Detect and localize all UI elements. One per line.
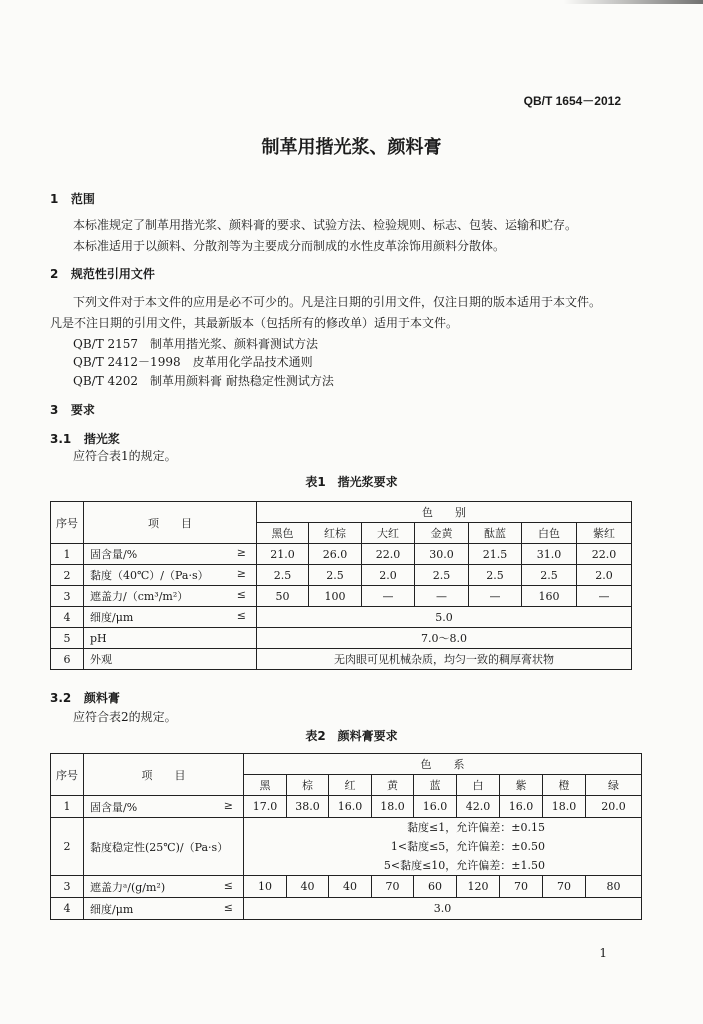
row-item: pH [84,628,257,649]
header-color: 棕 [287,775,329,796]
row-value: 16.0 [329,796,372,818]
refs-intro-line-1: 下列文件对于本文件的应用是必不可少的。凡是注日期的引用文件，仅注日期的版本适用于本文件。 [73,295,602,309]
row-value: 2.5 [257,565,309,586]
reference-item: QB/T 4202 制革用颜料膏 耐热稳定性测试方法 [73,374,334,388]
row-value-merged: 无肉眼可见机械杂质，均匀一致的稠厚膏状物 [257,649,632,670]
row-value: 2.5 [309,565,362,586]
header-color: 黑色 [257,523,309,544]
row-value-merged: 7.0～8.0 [257,628,632,649]
row-value-merged: 5.0 [257,607,632,628]
row-seq: 4 [51,607,84,628]
table-row [51,607,632,628]
table-row [51,876,642,898]
row-value: 21.5 [469,544,522,565]
table-row [51,818,642,876]
row-item [84,898,244,920]
header-seq: 序号 [51,754,84,796]
row-value: 2.0 [362,565,415,586]
item-label: 遮盖力ᵃ/(g/m²) [90,880,166,894]
table-2 [50,753,642,920]
row-value: 2.5 [469,565,522,586]
row-value: 60 [414,876,457,898]
item-operator: ≤ [223,878,233,892]
row-item [84,565,257,586]
section-2-heading [50,265,155,282]
row-value: 26.0 [309,544,362,565]
header-color: 黄 [372,775,414,796]
row-value: 16.0 [500,796,543,818]
header-color: 黑 [244,775,287,796]
row-value: 160 [522,586,577,607]
row-seq: 5 [51,628,84,649]
row-value: — [415,586,469,607]
item-label: 细度/μm [90,902,134,916]
table-header-row [51,754,642,775]
row-value: 120 [457,876,500,898]
row-value: 18.0 [543,796,586,818]
row-value: 70 [500,876,543,898]
row-value: 16.0 [414,796,457,818]
scope-paragraph-2: 本标准适用于以颜料、分散剂等为主要成分而制成的水性皮革涂饰用颜料分散体。 [73,239,506,253]
row-value: 21.0 [257,544,309,565]
table-row [51,649,632,670]
row-value: 70 [543,876,586,898]
row-value-merged [244,818,642,876]
doc-title: 制革用揩光浆、颜料膏 [261,137,442,158]
table-row [51,565,632,586]
item-operator: ≥ [223,798,233,812]
tolerance-line: 黏度≤1，允许偏差：±0.15 [407,821,545,834]
table-row [51,628,632,649]
table-1 [50,501,632,670]
row-value: 2.5 [415,565,469,586]
section-number: 1 [50,192,59,206]
item-label: 黏度（40℃）/（Pa·s） [90,569,209,582]
section-3-1-text: 应符合表1的规定。 [73,449,177,463]
row-value: 50 [257,586,309,607]
header-color: 红棕 [309,523,362,544]
section-number: 2 [50,267,59,281]
row-value: 20.0 [586,796,642,818]
reference-item: QB/T 2157 制革用揩光浆、颜料膏测试方法 [73,337,319,351]
section-number: 3.2 [50,691,72,705]
row-seq: 1 [51,544,84,565]
row-value: 40 [287,876,329,898]
row-value-merged: 3.0 [244,898,642,920]
header-seq: 序号 [51,502,84,544]
header-color-group: 色 系 [244,754,642,775]
row-item [84,544,257,565]
row-value: 22.0 [362,544,415,565]
section-3-heading [50,401,95,418]
item-operator: ≤ [236,588,246,601]
section-title: 规范性引用文件 [70,267,155,281]
header-item: 项 目 [84,754,244,796]
item-label: 固含量/% [90,800,138,814]
table-row [51,544,632,565]
header-color: 蓝 [414,775,457,796]
item-operator: ≥ [236,546,246,559]
header-color: 白 [457,775,500,796]
header-color: 大红 [362,523,415,544]
header-color: 绿 [586,775,642,796]
row-seq: 2 [51,818,84,876]
row-seq: 6 [51,649,84,670]
header-color: 紫 [500,775,543,796]
section-title: 揩光浆 [83,432,120,446]
page-number: 1 [599,946,607,960]
row-value: 80 [586,876,642,898]
header-color: 酞蓝 [469,523,522,544]
table-row [51,796,642,818]
row-value: — [362,586,415,607]
item-label: 固含量/% [90,548,138,561]
row-seq: 2 [51,565,84,586]
item-operator: ≥ [236,567,246,580]
row-value: 18.0 [372,796,414,818]
header-color-group: 色 别 [257,502,632,523]
section-title: 要求 [70,403,95,417]
standard-code: QB/T 1654－2012 [523,94,621,108]
item-label: 遮盖力/（cm³/m²） [90,590,189,603]
section-title: 范围 [70,192,95,206]
table-1-caption: 表1 揩光浆要求 [305,475,398,489]
tolerance-line: 5<黏度≤10，允许偏差：±1.50 [383,859,545,872]
header-color: 白色 [522,523,577,544]
section-number: 3.1 [50,432,72,446]
header-item: 项 目 [84,502,257,544]
row-value: — [469,586,522,607]
header-color: 紫红 [577,523,632,544]
row-value: 70 [372,876,414,898]
row-item [84,876,244,898]
row-seq: 3 [51,586,84,607]
refs-intro-line-2: 凡是不注日期的引用文件，其最新版本（包括所有的修改单）适用于本文件。 [50,316,459,330]
row-item [84,586,257,607]
row-value: 30.0 [415,544,469,565]
section-number: 3 [50,403,59,417]
row-item: 黏度稳定性(25℃)/（Pa·s） [84,818,244,876]
row-value: 100 [309,586,362,607]
row-item: 外观 [84,649,257,670]
table-row [51,586,632,607]
header-color: 金黄 [415,523,469,544]
row-value: 10 [244,876,287,898]
header-color: 红 [329,775,372,796]
scope-paragraph-1: 本标准规定了制革用揩光浆、颜料膏的要求、试验方法、检验规则、标志、包装、运输和贮存。 [73,218,578,232]
tolerance-line: 1<黏度≤5，允许偏差：±0.50 [390,840,545,853]
row-seq: 1 [51,796,84,818]
section-3-2-heading [50,689,120,706]
row-seq: 4 [51,898,84,920]
table-2-caption: 表2 颜料膏要求 [305,729,398,743]
table-row [51,898,642,920]
row-value: 2.0 [577,565,632,586]
row-value: 31.0 [522,544,577,565]
section-3-1-heading [50,430,120,447]
row-item [84,607,257,628]
table-header-row [51,502,632,523]
item-operator: ≤ [236,609,246,622]
row-seq: 3 [51,876,84,898]
reference-item: QB/T 2412－1998 皮革用化学品技术通则 [73,355,313,369]
item-operator: ≤ [223,900,233,914]
row-value: 38.0 [287,796,329,818]
section-3-2-text: 应符合表2的规定。 [73,710,177,724]
row-value: — [577,586,632,607]
row-value: 17.0 [244,796,287,818]
section-1-heading [50,190,95,207]
row-value: 2.5 [522,565,577,586]
section-title: 颜料膏 [83,691,120,705]
row-value: 22.0 [577,544,632,565]
row-item [84,796,244,818]
header-color: 橙 [543,775,586,796]
row-value: 40 [329,876,372,898]
item-label: 细度/μm [90,611,134,624]
scan-edge-shadow [563,0,703,4]
row-value: 42.0 [457,796,500,818]
